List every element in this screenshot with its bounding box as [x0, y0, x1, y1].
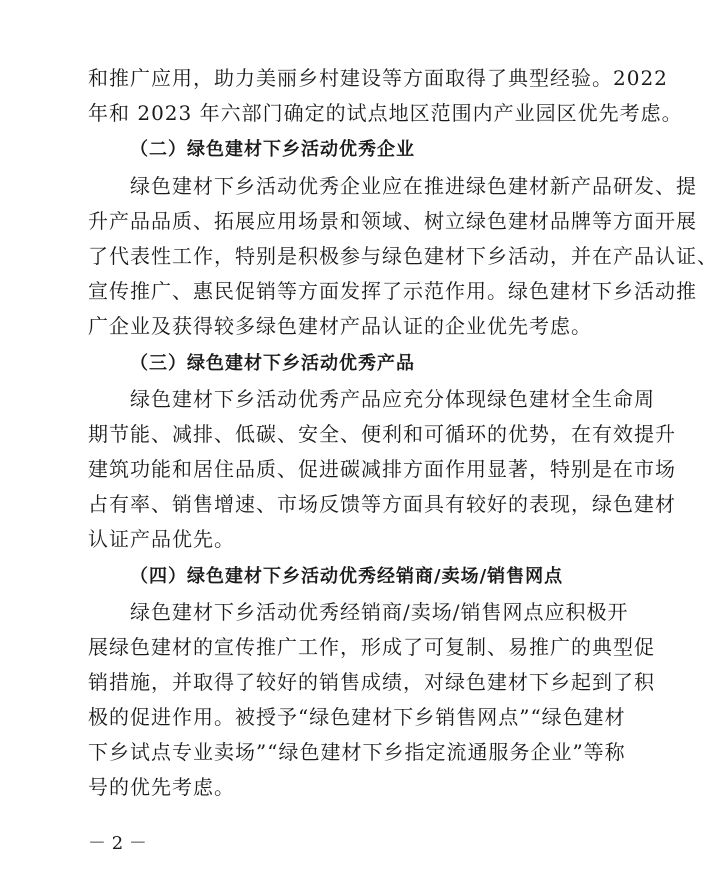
body-text-line: 下乡试点专业卖场”“绿色建材下乡指定流通服务企业”等称: [88, 740, 626, 764]
body-text-line: 广企业及获得较多绿色建材产品认证的企业优先考虑。: [88, 314, 592, 338]
body-text-line: 展绿色建材的宣传推广工作，形成了可复制、易推广的典型促: [88, 635, 655, 659]
body-text-line: 号的优先考虑。: [88, 775, 235, 799]
body-text-line: 占有率、销售增速、市场反馈等方面具有较好的表现，绿色建材: [88, 492, 676, 516]
section-heading: （四）绿色建材下乡活动优秀经销商/卖场/销售网点: [130, 566, 564, 587]
page-number: － 2 －: [88, 833, 147, 854]
body-text-line: 极的促进作用。被授予“绿色建材下乡销售网点”“绿色建材: [88, 705, 626, 729]
body-text-line: 绿色建材下乡活动优秀经销商/卖场/销售网点应积极开: [130, 600, 629, 624]
body-text-line: 认证产品优先。: [88, 527, 235, 551]
body-text-line: 宣传推广、惠民促销等方面发挥了示范作用。绿色建材下乡活动推: [88, 279, 697, 303]
section-heading: （二）绿色建材下乡活动优秀企业: [130, 139, 415, 160]
body-text-line: 和推广应用，助力美丽乡村建设等方面取得了典型经验。2022: [88, 66, 668, 90]
body-text-line: 绿色建材下乡活动优秀企业应在推进绿色建材新产品研发、提: [130, 174, 697, 198]
body-text-line: 销措施，并取得了较好的销售成绩，对绿色建材下乡起到了积: [88, 670, 655, 694]
body-text-line: 绿色建材下乡活动优秀产品应充分体现绿色建材全生命周: [130, 387, 655, 411]
section-heading: （三）绿色建材下乡活动优秀产品: [130, 353, 415, 374]
body-text-line: 建筑功能和居住品质、促进碳减排方面作用显著，特别是在市场: [88, 457, 676, 481]
body-text-line: 年和 2023 年六部门确定的试点地区范围内产业园区优先考虑。: [88, 101, 683, 125]
body-text-line: 升产品品质、拓展应用场景和领域、树立绿色建材品牌等方面开展: [88, 209, 697, 233]
body-text-line: 了代表性工作，特别是积极参与绿色建材下乡活动，并在产品认证、: [88, 244, 718, 268]
body-text-line: 期节能、减排、低碳、安全、便利和可循环的优势，在有效提升: [88, 422, 676, 446]
